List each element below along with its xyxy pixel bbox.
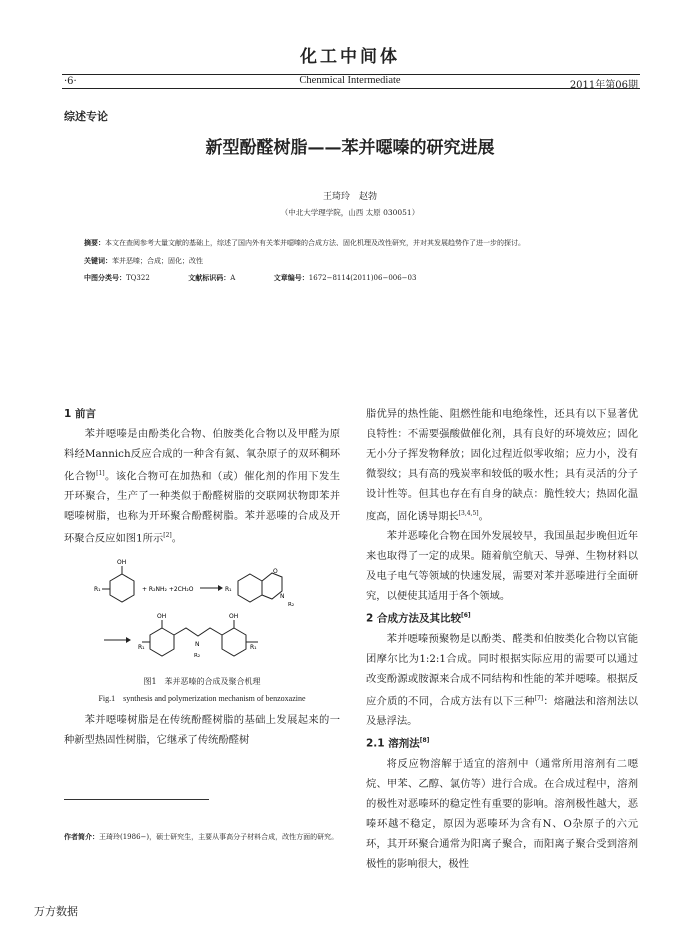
phenol-r1-label: R₁	[94, 586, 101, 593]
figure-caption-en: Fig.1 synthesis and polymerization mechanism of benzoxazine	[98, 694, 306, 703]
footnote-rule	[64, 799, 209, 800]
abstract	[84, 238, 624, 249]
citation-7: [7]	[534, 694, 544, 702]
section-tag: 综述专论	[64, 110, 108, 123]
phenol-ring	[110, 574, 134, 602]
issue-label: 2011年第06期	[569, 80, 638, 91]
section-heading-2-1-text: 2.1 溶剂法	[366, 737, 420, 750]
polymer-r1-left-label: R₁	[138, 644, 145, 651]
right-paragraph-3	[366, 629, 638, 731]
abstract-text: 本文在查阅参考大量文献的基础上，综述了国内外有关苯并噁嗪的合成方法、固化机理及改性研究，并对其发展趋势作了进一步的探讨。	[105, 239, 525, 247]
keywords-text: 苯并恶嗪；合成；固化；改性	[112, 257, 203, 265]
oxazine-n-label: N	[280, 593, 285, 600]
citation-2: [2]	[163, 532, 172, 540]
citation-1: [1]	[96, 470, 105, 477]
doc-code-label: 文献标识码：	[188, 274, 231, 282]
abstract-label: 摘要：	[84, 239, 105, 247]
keywords	[84, 256, 203, 267]
clc-value: TQ322	[126, 274, 150, 282]
author-footnote	[64, 832, 342, 843]
oxazine-o-label: O	[273, 568, 278, 575]
right-p1-text: 脂优异的热性能、阻燃性能和电绝缘性，还具有以下显著优良特性：不需要强酸做催化剂，具有良好的环境效应；固化无小分子挥发物释放；固化过程近似零收缩；应力小，没有微裂纹；具有高的残炭率和较低的吸水性；具有灵活的分子设计性等。但其也存在有自身的缺点：脆性较大；热固化温度高，固化诱导期长	[366, 408, 638, 523]
doc-code-value: A	[230, 274, 236, 282]
section-heading-intro: 1 前言	[64, 408, 96, 420]
left-column-bottom	[64, 710, 340, 750]
journal-title: 化工中间体	[300, 47, 400, 67]
header-rule-bottom	[62, 88, 640, 89]
intro-paragraph-2: 苯并噁嗪树脂是在传统酚醛树脂的基础上发展起来的一种新型热固性树脂，它继承了传统酚醛树	[64, 714, 340, 746]
polymer-n-label: N	[195, 641, 200, 648]
citation-8: [8]	[419, 737, 430, 745]
left-column-top	[64, 404, 340, 549]
reaction-scheme-figure	[82, 558, 342, 673]
article-title: 新型酚醛树脂——苯并噁嗪的研究进展	[205, 138, 495, 158]
section-heading-2-1	[366, 731, 638, 754]
benzoxazine-r1-label: R₁	[225, 586, 232, 593]
section-heading-2-text: 2 合成方法及其比较	[366, 612, 461, 625]
journal-english-title: Chenmical Intermediate	[299, 75, 401, 86]
oxazine-ring	[262, 573, 282, 599]
reagents-label: + R₂NH₂ +2CH₂O	[142, 586, 194, 593]
intro-p1-text-end: 。	[171, 532, 183, 545]
polymer-right-oh-label: OH	[229, 613, 239, 620]
authors: 王琦玲 赵勃	[322, 192, 377, 202]
right-p3-end: ：熔融法和溶剂法以及悬浮法。	[366, 695, 639, 728]
benzoxazine-benzene-ring	[238, 574, 262, 602]
oxazine-r2-label: R₂	[288, 602, 295, 608]
reaction-arrowhead-1	[218, 585, 223, 591]
intro-p1-text-continued: 。该化合物可在加热和（或）催化剂的作用下发生开环聚合，生产了一种类似于酚醛树脂的交联网状物即苯并噁嗪树脂，也称为开环聚合酚醛树脂。苯并恶嗪的合成及开环聚合反应如图1所示	[64, 470, 341, 545]
clc-label: 中图分类号：	[84, 274, 126, 282]
watermark: 万方数据	[34, 905, 78, 918]
polymer-left-ring	[150, 628, 174, 656]
article-number-value: 1672−8114(2011)06−006−03	[308, 274, 417, 282]
citation-3-5: [3,4,5]	[458, 510, 479, 517]
right-paragraph-1	[366, 404, 638, 526]
citation-6: [6]	[460, 612, 471, 620]
polymer-bridge	[174, 628, 222, 636]
polymer-left-oh-label: OH	[157, 613, 167, 620]
article-number-label: 文章编号：	[273, 274, 309, 282]
classification-line	[84, 273, 644, 284]
footnote-text: 王琦玲(1986−)，硕士研究生，主要从事高分子材料合成，改性方面的研究。	[99, 833, 339, 841]
right-p1-end: 。	[478, 510, 489, 523]
keywords-label: 关键词：	[84, 257, 112, 265]
right-column	[366, 404, 638, 874]
right-p3-text: 苯并噁嗪预聚物是以酚类、醛类和伯胺类化合物以官能团摩尔比为1:2:1合成。同时根据实际应用的需要可以通过改变酚源或胺源来合成不同结构和性能的苯并噁嗪。根据反应介质的不同，合成方法有以下三种	[366, 632, 638, 708]
phenol-oh-label: OH	[117, 559, 127, 566]
intro-p1-text: 苯并噁嗪是由酚类化合物、伯胺类化合物以及甲醛为原料经Mannich反应合成的一种含有氮、氧杂原子的双环稠环化合物	[64, 428, 340, 483]
affiliation: （中北大学理学院，山西 太原 030051）	[280, 208, 420, 217]
intro-paragraph-1	[64, 424, 340, 549]
polymer-r1-right-label: R₁	[250, 644, 257, 651]
page-number: ·6·	[64, 76, 77, 87]
figure-caption-cn: 图1 苯并恶嗪的合成及聚合机理	[143, 677, 261, 686]
footnote-label: 作者简介：	[64, 833, 99, 841]
polymer-right-ring	[222, 628, 246, 656]
right-paragraph-4: 将反应物溶解于适宜的溶剂中（通常所用溶剂有二噁烷、甲苯、乙醇、氯仿等）进行合成。在合成过程中，溶剂的极性对恶嗪环的稳定性有重要的影响。溶剂极性越大，恶嗪环越不稳定，原因为恶嗪环为含有N、O杂原子的六元环，其开环聚合通常为阳离子聚合，而阳离子聚合受到溶剂极性的影响很大，极性	[366, 757, 638, 870]
section-heading-2	[366, 606, 638, 629]
right-paragraph-2: 苯并恶嗪化合物在国外发展较早，我国虽起步晚但近年来也取得了一定的成果。随着航空航天、导弹、生物材料以及电子电气等领域的快速发展，需要对苯并恶嗪进行全面研究，以便使其适用于各个领域。	[366, 530, 638, 603]
polymer-r2-label: R₂	[194, 653, 201, 659]
reaction-arrowhead-2	[126, 637, 131, 643]
